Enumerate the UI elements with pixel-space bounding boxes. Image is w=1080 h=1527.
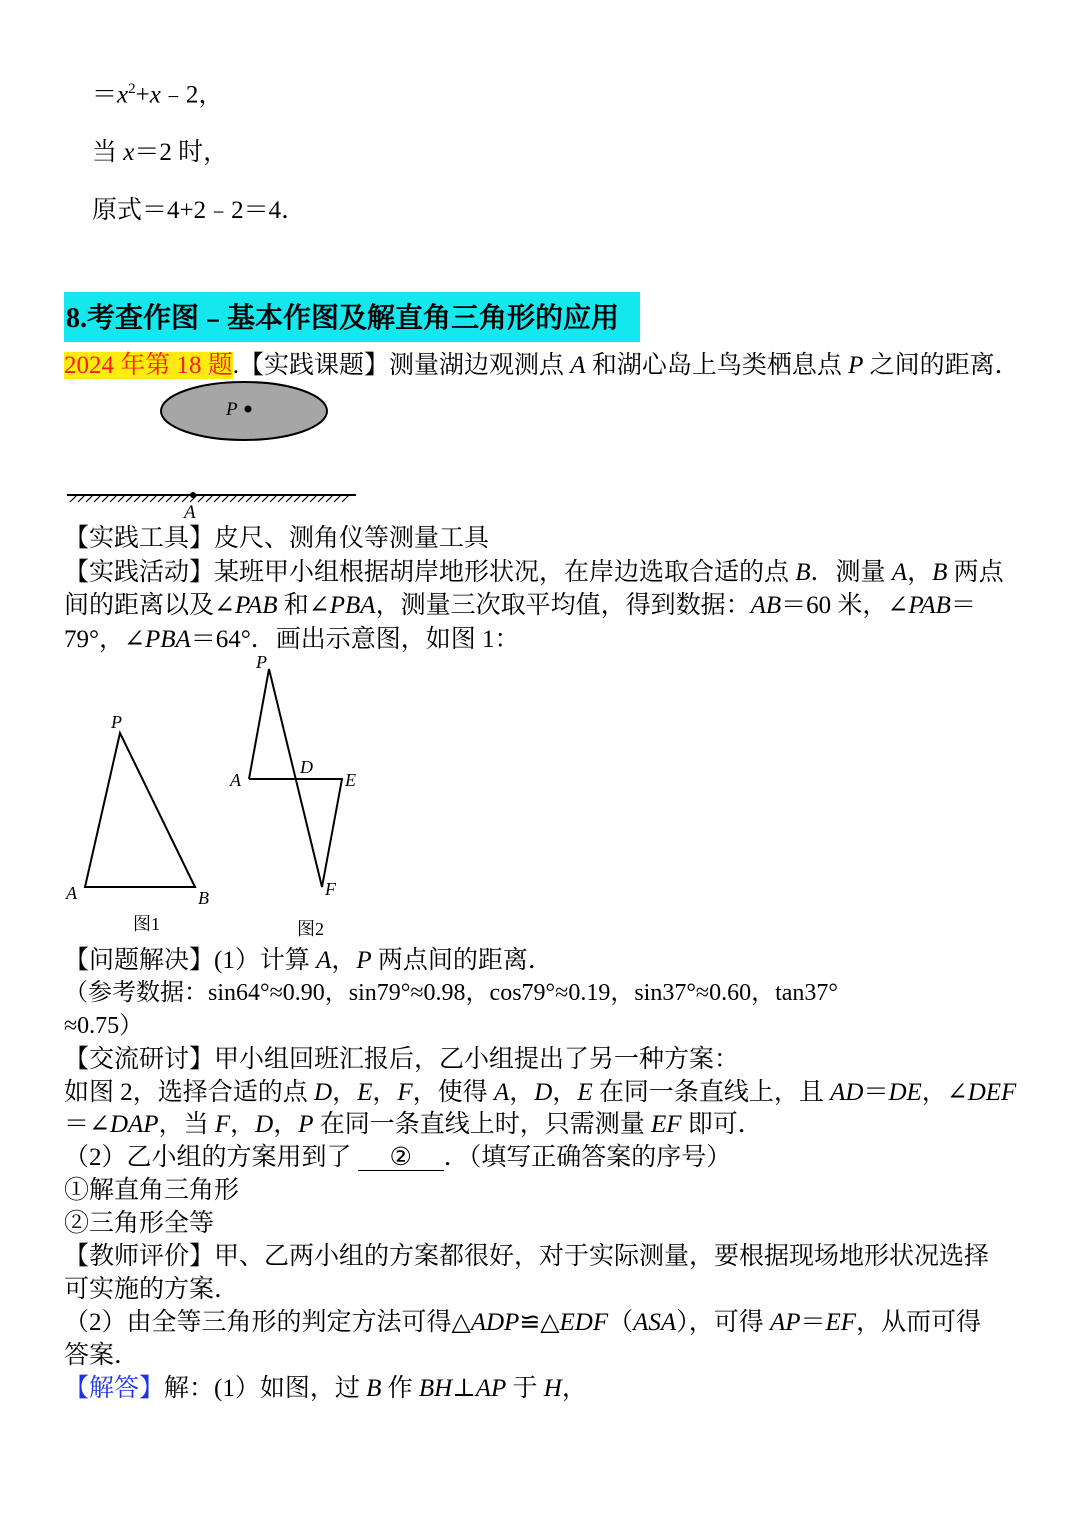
option-2: ②三角形全等 xyxy=(64,1210,215,1237)
shore-hatching xyxy=(70,495,349,502)
calc-line-2: 当 x＝2 时， xyxy=(92,139,229,166)
fig2-label-e: E xyxy=(345,770,356,790)
solution-line: 【解答】解：(1）如图，过 B 作 BH⊥AP 于 H， xyxy=(64,1375,587,1402)
calc-line-1: $=x^2+x﹣2$， xyxy=(92,81,224,109)
fig2-desc-line-1: 如图 2，选择合适的点 D，E，F，使得 A，D，E 在同一条直线上，且 AD＝DE，∠DEF xyxy=(64,1079,1017,1106)
fig1-label-b: B xyxy=(198,888,209,908)
discussion-line: 【交流研讨】甲小组回班汇报后，乙小组提出了另一种方案： xyxy=(64,1046,740,1073)
fig2-label-a: A xyxy=(230,770,241,790)
fig2-label-d: D xyxy=(300,757,313,777)
shore-label-a: A xyxy=(184,502,196,523)
fig2-desc-line-2: ＝∠DAP，当 F，D，P 在同一条直线上时，只需测量 EF 即可． xyxy=(64,1111,763,1138)
fig1-label-p: P xyxy=(111,712,122,732)
fig1-label-a: A xyxy=(66,883,77,903)
shore-point-dot xyxy=(190,492,196,498)
calc-line-3: 原式＝4+2﹣2＝4． xyxy=(92,197,307,224)
question-intro: 2024 年第 18 题.【实践课题】测量湖边观测点 A 和湖心岛上鸟类栖息点 P 之间的距离． xyxy=(64,352,1020,379)
problem-line: 【问题解决】(1）计算 A，P 两点间的距离． xyxy=(64,947,553,974)
fig1-caption: 图1 xyxy=(133,914,160,934)
question-2-line: （2）乙小组的方案用到了 ② ．（填写正确答案的序号） xyxy=(64,1144,732,1171)
activity-line-1: 【实践活动】某班甲小组根据胡岸地形状况，在岸边选取合适的点 B．测量 A，B 两点 xyxy=(64,559,1004,586)
fig2-lines xyxy=(249,669,342,887)
activity-line-3: 79°，∠PBA＝64°．画出示意图，如图 1： xyxy=(64,626,520,653)
tools-line: 【实践工具】皮尺、测角仪等测量工具 xyxy=(64,525,490,552)
reference-line-2: ≈0.75） xyxy=(64,1013,144,1039)
analysis-line-2: 答案． xyxy=(64,1342,140,1369)
option-1: ①解直角三角形 xyxy=(64,1177,240,1204)
solution-tag: 【解答】 xyxy=(64,1375,165,1402)
answer-blank: ② xyxy=(358,1145,444,1171)
activity-line-2: 间的距离以及∠PAB 和∠PBA，测量三次取平均值，得到数据：AB＝60 米，∠PAB＝ xyxy=(64,592,976,619)
fig2-label-f: F xyxy=(325,879,336,899)
fig2-caption: 图2 xyxy=(297,919,324,939)
evaluation-line-1: 【教师评价】甲、乙两小组的方案都很好，对于实际测量，要根据现场地形状况选择 xyxy=(64,1243,990,1270)
reference-line-1: （参考数据：sin64°≈0.90，sin79°≈0.98，cos79°≈0.19，sin37°≈0.60，tan37° xyxy=(64,980,839,1006)
lake-label-p: P xyxy=(226,399,238,420)
analysis-line-1: （2）由全等三角形的判定方法可得△ADP≌△EDF（ASA），可得 AP＝EF，从而可得 xyxy=(64,1309,982,1336)
question-year-tag: 2024 年第 18 题 xyxy=(64,352,233,379)
lake-point-dot xyxy=(245,406,252,413)
fig2-label-p: P xyxy=(256,652,267,672)
fig1-triangle xyxy=(85,733,195,887)
evaluation-line-2: 可实施的方案． xyxy=(64,1276,240,1303)
lake-ellipse xyxy=(161,382,327,440)
section-title: 8.考查作图﹣基本作图及解直角三角形的应用 xyxy=(66,303,620,334)
